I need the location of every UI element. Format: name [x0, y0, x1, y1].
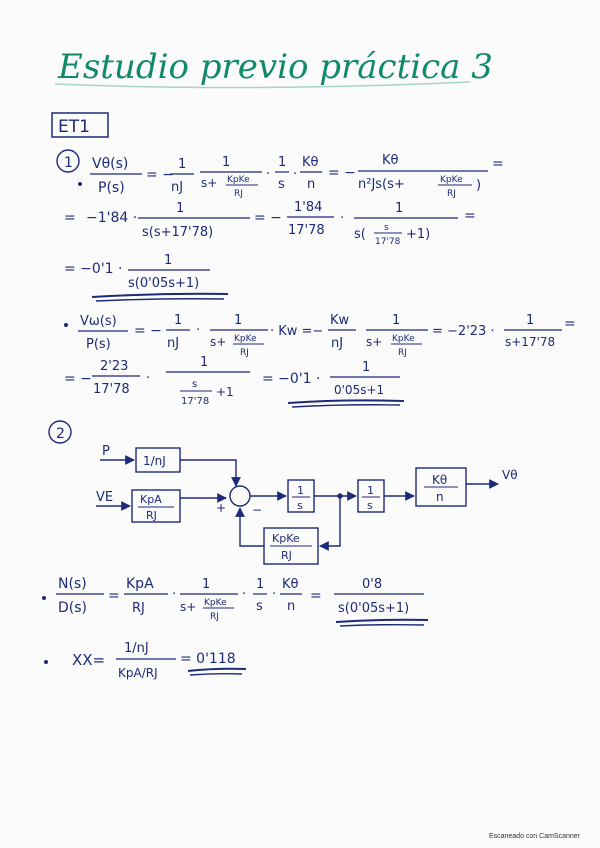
fraction-den: s+: [180, 600, 197, 614]
fraction-den: s(s+17'78): [142, 225, 214, 240]
block-label-den: RJ: [281, 549, 292, 562]
fraction-den: s+17'78: [505, 335, 556, 349]
arrow: [180, 460, 236, 486]
fraction-num: s: [384, 223, 389, 233]
block-label-num: 1: [297, 484, 304, 497]
svg-text:·: ·: [242, 587, 247, 602]
result-underline: [188, 669, 246, 671]
fraction-den: P(s): [86, 337, 111, 352]
fraction-num: 1: [178, 157, 187, 172]
fraction-num: Vω(s): [80, 314, 117, 329]
svg-text:= −: = −: [64, 371, 92, 387]
block-label-num: Kθ: [432, 473, 448, 487]
section-label: ET1: [58, 117, 90, 137]
fraction-den: n: [287, 599, 296, 614]
equation-2-line-2: [64, 355, 404, 407]
fraction-num: KpKe: [204, 598, 227, 608]
fraction-den: 17'78: [93, 382, 130, 397]
block-label-num: KpA: [140, 493, 162, 506]
svg-text:·: ·: [340, 211, 345, 226]
fraction-den: RJ: [234, 189, 243, 199]
sign-minus: −: [252, 503, 263, 517]
coefficient: −1'84 ·: [86, 210, 138, 226]
block-label-den: RJ: [146, 509, 157, 522]
fraction-den: s: [256, 599, 263, 614]
block-label-den: s: [367, 499, 373, 512]
fraction-den: RJ: [447, 189, 456, 199]
fraction-num: 1: [200, 355, 209, 370]
fraction-num: KpKe: [227, 175, 250, 185]
fraction-den: 17'78: [288, 223, 325, 238]
equation-1-line-1: [90, 153, 504, 199]
svg-text:=: =: [564, 316, 576, 332]
sign-plus: +: [216, 501, 227, 515]
block-label-den: s: [297, 499, 303, 512]
bullet: [42, 596, 46, 600]
fraction-num: Kθ: [282, 577, 299, 592]
fraction-den: s: [278, 177, 285, 192]
fraction-den: RJ: [398, 348, 407, 358]
fraction-den: s(0'05s+1): [338, 601, 410, 616]
coefficient: = −0'1 ·: [64, 261, 123, 277]
fraction-num: Vθ(s): [92, 156, 129, 172]
result-underline: [92, 294, 228, 297]
result: = 0'118: [180, 651, 236, 667]
svg-text:= −: = −: [134, 323, 162, 339]
fraction-num: s: [192, 379, 198, 390]
svg-text:): ): [476, 178, 482, 193]
svg-text:= −: = −: [254, 210, 282, 226]
fraction-den: RJ: [132, 601, 145, 616]
input-ve-label: VE: [96, 490, 114, 505]
fraction-den: s(0'05s+1): [128, 276, 200, 291]
fraction-num: 1: [164, 253, 173, 268]
part1-marker: 1: [64, 155, 73, 171]
fraction-den: n²Js(s+: [358, 177, 405, 192]
summing-junction: [230, 486, 250, 506]
fraction-num: 1: [256, 577, 265, 592]
fraction-num: 1: [174, 313, 183, 328]
equation-1-line-2: [64, 200, 476, 247]
fraction-num: 1: [395, 201, 404, 216]
svg-text:·: ·: [196, 323, 201, 338]
fraction-num: 1: [526, 313, 535, 328]
fraction-num: 0'8: [362, 577, 383, 592]
fraction-den: nJ: [171, 180, 184, 195]
fraction-num: 1/nJ: [124, 641, 149, 656]
block-label-num: KpKe: [272, 532, 300, 545]
fraction-num: Kθ: [302, 155, 319, 170]
fraction-num: KpKe: [392, 334, 415, 344]
equation-3: [56, 576, 428, 626]
fraction-num: Kw: [330, 313, 350, 328]
fraction-num: KpKe: [440, 175, 463, 185]
coefficient: = −2'23 ·: [432, 324, 495, 339]
fraction-num: 1: [222, 155, 231, 170]
bullet: [44, 660, 48, 664]
fraction-num: 2'23: [100, 359, 129, 374]
svg-text:=: =: [492, 156, 504, 172]
svg-text:·: ·: [266, 167, 271, 182]
equation-4: [72, 641, 246, 680]
feedback-arrow: [320, 496, 340, 546]
svg-text:=: =: [108, 588, 120, 604]
fraction-den: D(s): [58, 600, 87, 616]
svg-text:·: ·: [272, 587, 277, 602]
fraction-den: +1): [406, 227, 431, 242]
equation-1-result: [64, 253, 228, 301]
scanner-footer: Escaneado con CamScanner: [488, 833, 580, 840]
fraction-den: 17'78: [181, 396, 210, 407]
result-underline: [340, 625, 424, 626]
fraction-den: +1: [216, 385, 234, 399]
input-p-label: P: [102, 444, 110, 459]
bullet: [64, 323, 68, 327]
bullet: [78, 182, 82, 186]
part2-marker: 2: [56, 426, 65, 442]
result-underline: [292, 405, 400, 407]
result-underline: [190, 674, 242, 675]
equation-2-line-1: [78, 313, 576, 358]
fraction-den: s(: [354, 227, 366, 242]
fraction-num: Kθ: [382, 153, 399, 168]
fraction-den: s+: [201, 176, 218, 190]
fraction-den: s+: [210, 335, 227, 349]
block-label-num: 1: [367, 484, 374, 497]
fraction-den: nJ: [331, 336, 344, 351]
fraction-num: 1'84: [294, 200, 323, 215]
result-underline: [336, 620, 428, 622]
fraction-den: n: [307, 177, 316, 192]
fraction-den: P(s): [98, 180, 125, 196]
output-label: Vθ: [502, 468, 518, 482]
fraction-den: s+: [366, 335, 383, 349]
fraction-num: N(s): [58, 576, 87, 592]
result-underline: [288, 400, 404, 403]
result-underline: [96, 299, 224, 301]
fraction-num: 1: [278, 155, 287, 170]
svg-text:·: ·: [172, 587, 177, 602]
svg-text:= −: = −: [328, 165, 356, 181]
fraction-den: 0'05s+1: [334, 383, 385, 397]
svg-text:=: =: [464, 208, 476, 224]
page-title: Estudio previo práctica 3: [58, 47, 493, 87]
block-label-den: n: [436, 490, 444, 504]
fraction-num: KpA: [126, 576, 154, 592]
fraction-den: RJ: [240, 348, 249, 358]
fraction-den: 17'78: [375, 237, 401, 247]
svg-text:=: =: [64, 210, 76, 226]
fraction-den: KpA/RJ: [118, 666, 158, 680]
svg-text:·: ·: [146, 371, 151, 386]
fraction-num: 1: [176, 201, 185, 216]
svg-text:= −: = −: [146, 167, 174, 183]
fraction-num: 1: [234, 313, 243, 328]
fraction-den: nJ: [167, 336, 180, 351]
operator: · Kw =−: [270, 324, 324, 339]
fraction-num: 1: [392, 313, 401, 328]
coefficient: = −0'1 ·: [262, 371, 321, 387]
block-diagram: [96, 444, 518, 564]
lhs: XX=: [72, 651, 106, 669]
fraction-num: KpKe: [234, 334, 257, 344]
svg-text:·: ·: [293, 167, 298, 182]
svg-text:=: =: [310, 588, 322, 604]
fraction-num: 1: [202, 577, 211, 592]
block-label: 1/nJ: [143, 454, 166, 468]
fraction-den: RJ: [210, 612, 219, 622]
fraction-num: 1: [362, 360, 371, 375]
